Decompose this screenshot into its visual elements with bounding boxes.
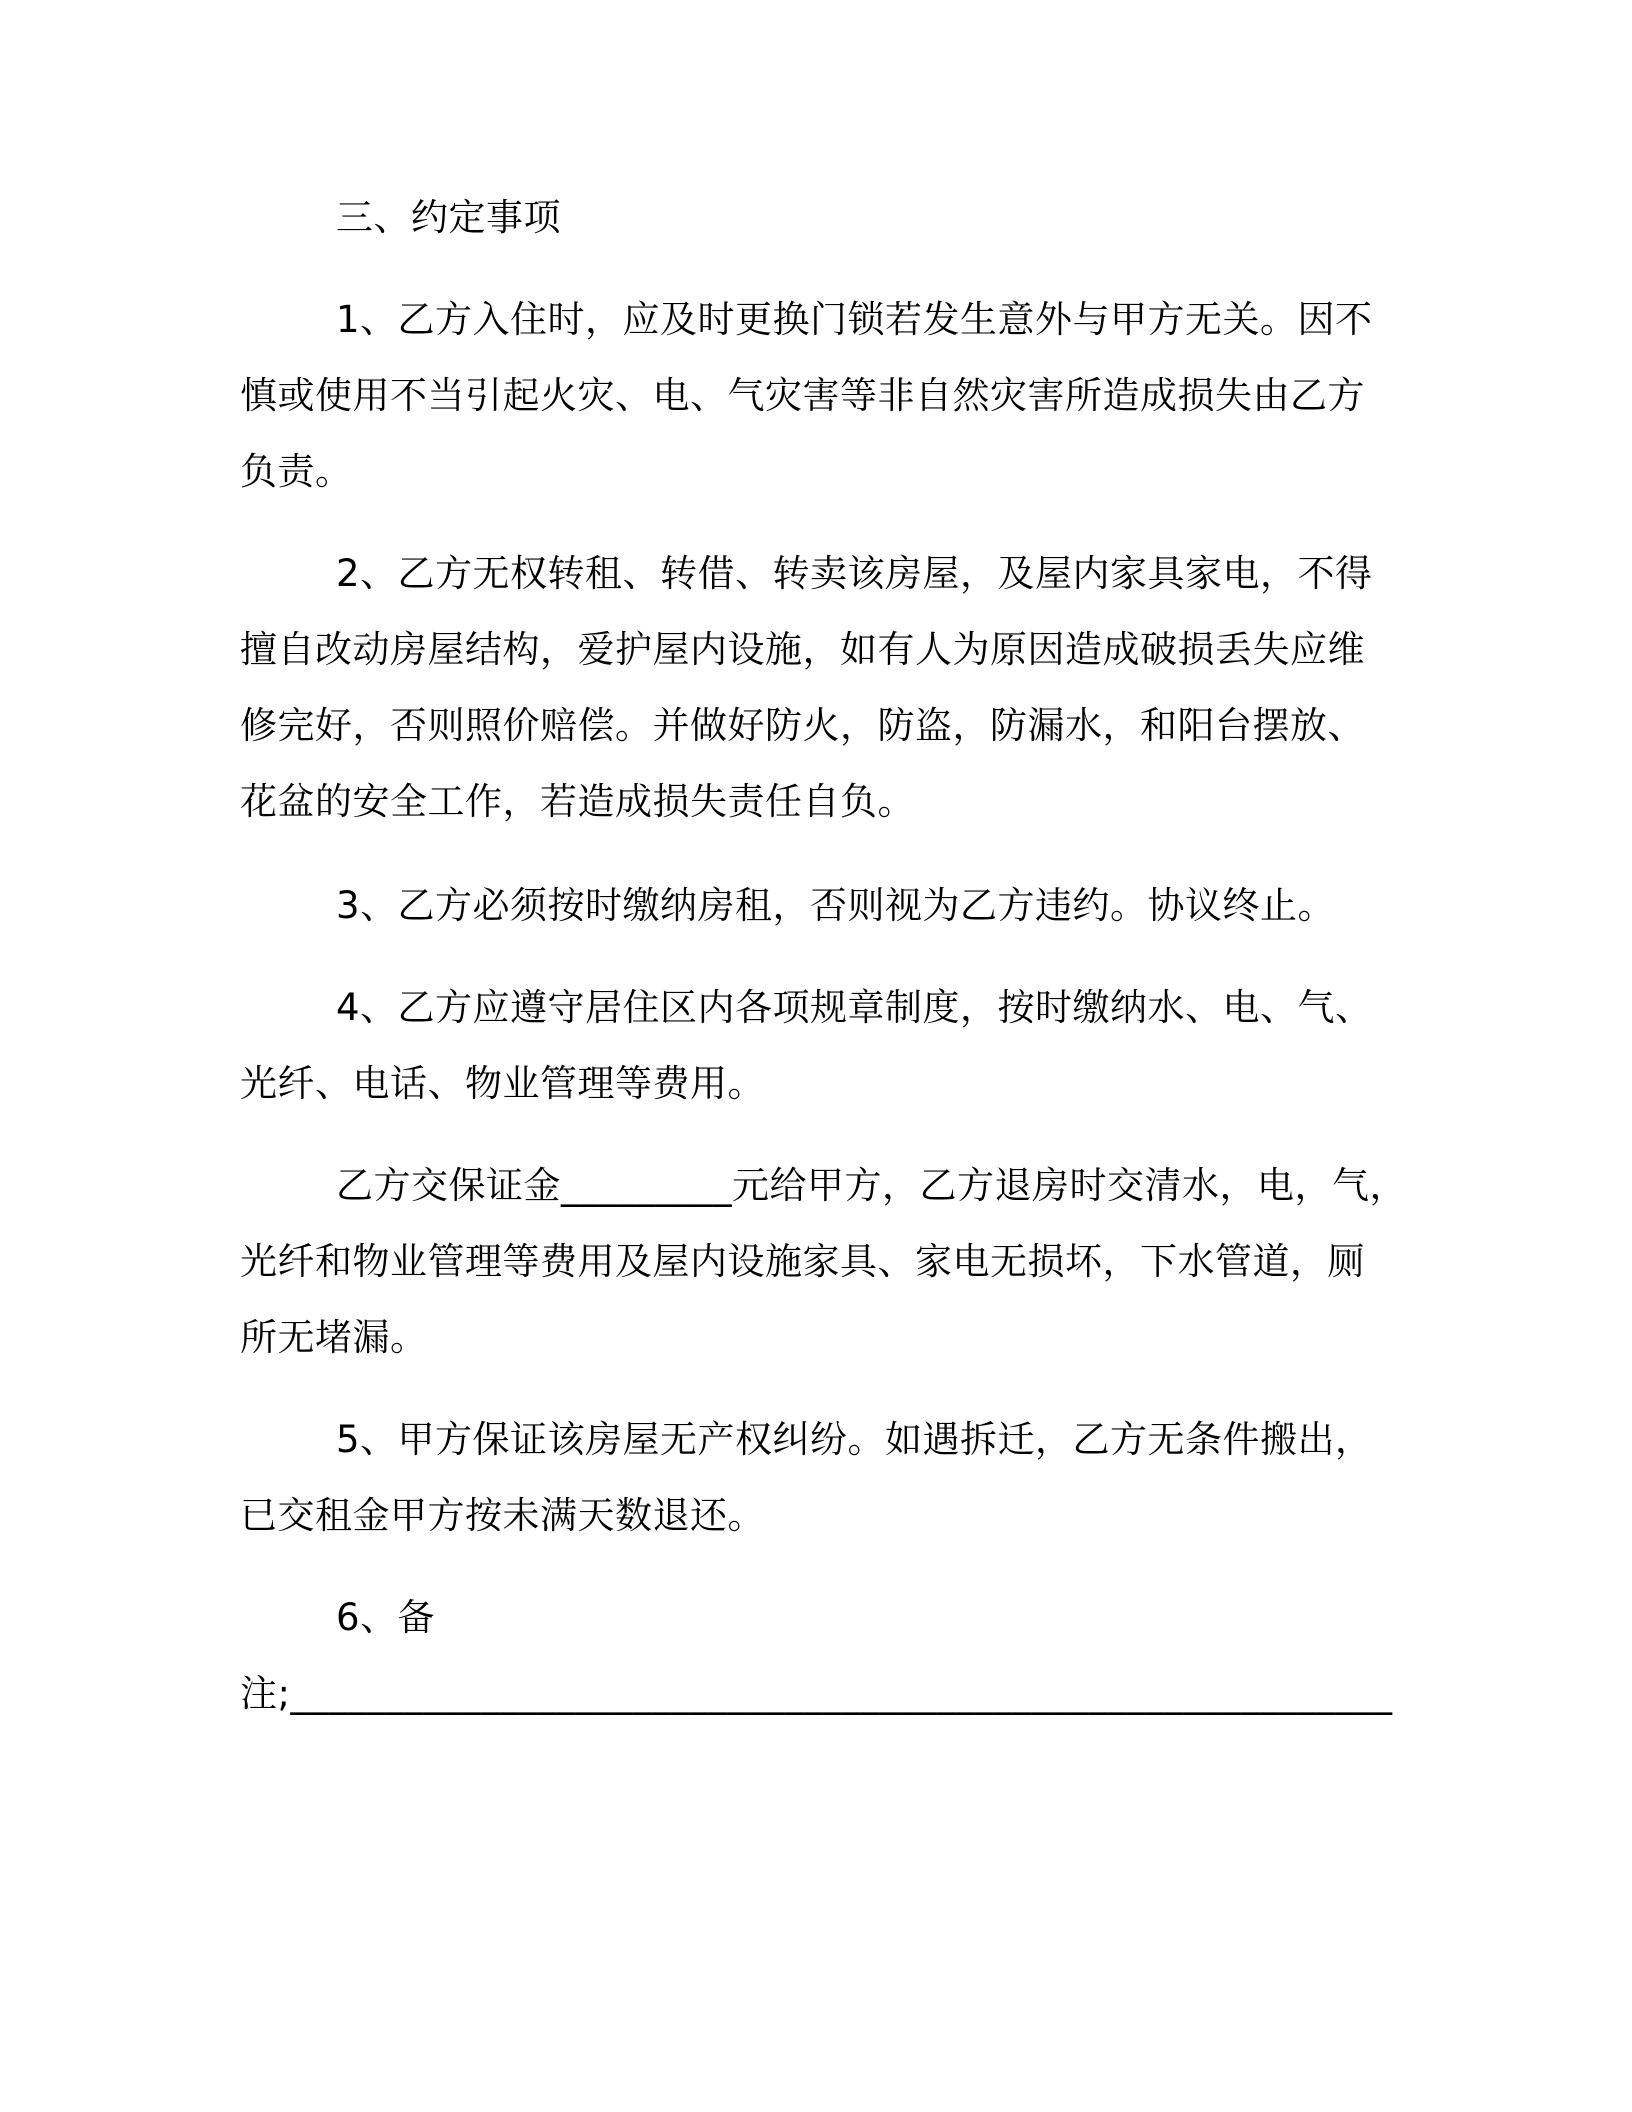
clause-2-line-4: 花盆的安全工作，若造成损失责任自负。 [240,780,915,823]
clause-2-line-2: 擅自改动房屋结构，爱护屋内设施，如有人为原因造成破损丢失应维 [240,628,1365,671]
clause-4-line-2: 光纤、电话、物业管理等费用。 [240,1062,765,1105]
clause-1-line-2: 慎或使用不当引起火灾、电、气灾害等非自然灾害所造成损失由乙方 [240,374,1365,417]
deposit-line-1: 乙方交保证金_________元给甲方，乙方退房时交清水，电，气， [336,1164,1407,1207]
deposit-line-2: 光纤和物业管理等费用及屋内设施家具、家电无损坏，下水管道，厕 [240,1240,1365,1283]
clause-2-line-1: 2、乙方无权转租、转借、转卖该房屋，及屋内家具家电，不得 [336,552,1373,595]
clause-1-line-3: 负责。 [240,450,353,493]
section-heading: 三、约定事项 [336,196,561,239]
clause-4-line-1: 4、乙方应遵守居住区内各项规章制度，按时缴纳水、电、气、 [336,986,1373,1029]
deposit-line-3: 所无堵漏。 [240,1316,428,1359]
clause-5-line-2: 已交租金甲方按未满天数退还。 [240,1494,765,1537]
clause-5-line-1: 5、甲方保证该房屋无产权纠纷。如遇拆迁，乙方无条件搬出， [336,1418,1373,1461]
clause-2-line-3: 修完好，否则照价赔偿。并做好防火，防盗，防漏水，和阳台摆放、 [240,704,1365,747]
clause-3-line-1: 3、乙方必须按时缴纳房租，否则视为乙方违约。协议终止。 [336,884,1336,927]
clause-1-line-1: 1、乙方入住时，应及时更换门锁若发生意外与甲方无关。因不 [336,298,1373,341]
clause-6-line-1: 6、备 [336,1596,436,1639]
remarks-line: 注;__________________________________________________________ [240,1672,1393,1715]
